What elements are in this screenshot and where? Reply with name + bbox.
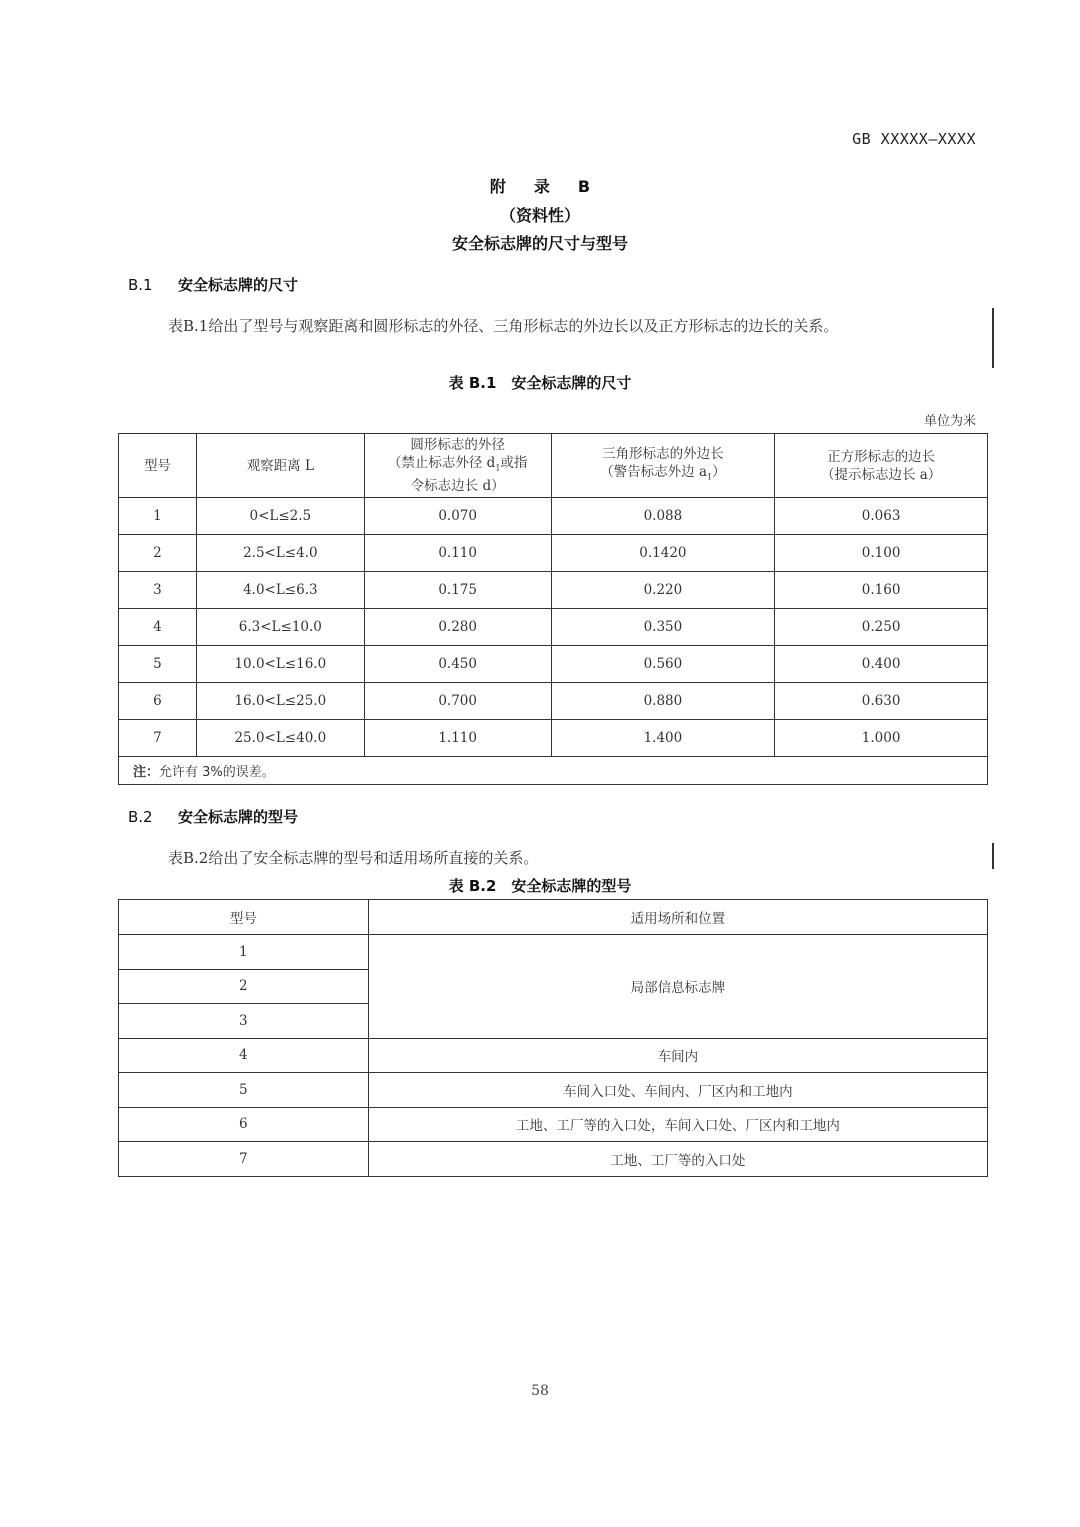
cell-triangle: 0.088 xyxy=(551,498,775,535)
page-number: 58 xyxy=(531,1383,549,1399)
cell-distance: 4.0<L≤6.3 xyxy=(196,572,364,609)
cell-triangle: 0.880 xyxy=(551,683,775,720)
table-row xyxy=(119,498,988,535)
header-model: 型号 xyxy=(119,900,369,935)
table-b1-unit: 单位为米 xyxy=(923,414,976,429)
cell-model: 1 xyxy=(119,498,197,535)
header-text: （提示标志边长 a） xyxy=(820,466,942,483)
cell-distance: 6.3<L≤10.0 xyxy=(196,609,364,646)
cell-model: 5 xyxy=(119,646,197,683)
cell-model: 4 xyxy=(119,1038,369,1073)
cell-location: 车间入口处、车间内、厂区内和工地内 xyxy=(368,1073,987,1108)
header-text: 圆形标志的外径 xyxy=(410,436,505,453)
section-b2-paragraph: 表B.2给出了安全标志牌的型号和适用场所直接的关系。 xyxy=(168,849,539,867)
cell-model: 6 xyxy=(119,1107,369,1142)
table-row xyxy=(119,535,988,572)
header-text: 令标志边长 d） xyxy=(410,478,505,495)
header-triangle xyxy=(551,434,775,498)
header-text: ） xyxy=(712,463,726,480)
table-b2 xyxy=(118,899,988,1177)
cell-location: 工地、工厂等的入口处 xyxy=(368,1142,987,1177)
table-row xyxy=(119,1107,988,1142)
cell-distance: 25.0<L≤40.0 xyxy=(196,720,364,757)
header-text: （警告标志外边 a xyxy=(600,463,708,480)
cell-circle: 0.280 xyxy=(364,609,551,646)
cell-model: 5 xyxy=(119,1073,369,1108)
cell-square: 0.160 xyxy=(775,572,988,609)
section-b1-paragraph: 表B.1给出了型号与观察距离和圆形标志的外径、三角形标志的外边长以及正方形标志的边长的关系。 xyxy=(168,317,839,335)
appendix-nature: （资料性） xyxy=(499,206,580,225)
header-model: 型号 xyxy=(119,434,197,498)
cell-circle: 0.700 xyxy=(364,683,551,720)
cell-location: 工地、工厂等的入口处，车间入口处、厂区内和工地内 xyxy=(368,1107,987,1142)
cell-square: 0.063 xyxy=(775,498,988,535)
change-bar xyxy=(992,308,994,368)
appendix-label xyxy=(0,174,1080,197)
cell-triangle: 0.560 xyxy=(551,646,775,683)
table-row xyxy=(119,935,988,970)
header-circle xyxy=(364,434,551,498)
note-text: 允许有 3%的误差。 xyxy=(159,765,275,780)
appendix-label-part: 录 xyxy=(533,177,550,196)
section-heading-b1 xyxy=(128,274,298,295)
section-title: 安全标志牌的型号 xyxy=(178,808,299,826)
cell-triangle: 0.350 xyxy=(551,609,775,646)
cell-location: 局部信息标志牌 xyxy=(368,935,987,1039)
cell-model: 1 xyxy=(119,935,369,970)
cell-circle: 0.070 xyxy=(364,498,551,535)
standard-number: GB XXXXX—XXXX xyxy=(852,130,976,148)
cell-circle: 0.110 xyxy=(364,535,551,572)
cell-model: 3 xyxy=(119,1004,369,1039)
note-label: 注： xyxy=(133,765,160,780)
cell-circle: 1.110 xyxy=(364,720,551,757)
cell-distance: 10.0<L≤16.0 xyxy=(196,646,364,683)
table-row xyxy=(119,683,988,720)
cell-model: 7 xyxy=(119,720,197,757)
cell-model: 2 xyxy=(119,969,369,1004)
table-row xyxy=(119,1038,988,1073)
cell-model: 4 xyxy=(119,609,197,646)
cell-square: 1.000 xyxy=(775,720,988,757)
table-note xyxy=(119,757,988,785)
cell-square: 0.630 xyxy=(775,683,988,720)
header-location: 适用场所和位置 xyxy=(368,900,987,935)
cell-model: 6 xyxy=(119,683,197,720)
table-header-row xyxy=(119,900,988,935)
change-bar xyxy=(992,843,994,869)
section-heading-b2 xyxy=(128,806,298,827)
cell-distance: 2.5<L≤4.0 xyxy=(196,535,364,572)
header-text: 三角形标志的外边长 xyxy=(602,445,724,462)
table-row xyxy=(119,572,988,609)
table-note-row xyxy=(119,757,988,785)
cell-triangle: 0.1420 xyxy=(551,535,775,572)
cell-model: 2 xyxy=(119,535,197,572)
header-text: 正方形标志的边长 xyxy=(827,448,936,465)
header-text: 或指 xyxy=(500,454,528,471)
header-square xyxy=(775,434,988,498)
table-row xyxy=(119,1073,988,1108)
table-row xyxy=(119,1142,988,1177)
table-row xyxy=(119,646,988,683)
table-row xyxy=(119,609,988,646)
table-b2-caption: 表 B.2 安全标志牌的型号 xyxy=(448,877,632,895)
table-row xyxy=(119,720,988,757)
table-b1 xyxy=(118,433,988,785)
appendix-title: 安全标志牌的尺寸与型号 xyxy=(451,234,628,253)
cell-triangle: 0.220 xyxy=(551,572,775,609)
section-number: B.1 xyxy=(128,276,153,294)
section-number: B.2 xyxy=(128,808,153,826)
appendix-label-part: 附 xyxy=(489,177,506,196)
header-distance: 观察距离 L xyxy=(196,434,364,498)
appendix-label-part: B xyxy=(577,177,591,196)
cell-square: 0.400 xyxy=(775,646,988,683)
section-title: 安全标志牌的尺寸 xyxy=(178,276,299,294)
cell-square: 0.250 xyxy=(775,609,988,646)
cell-location: 车间内 xyxy=(368,1038,987,1073)
header-text: （禁止标志外径 d xyxy=(387,454,496,471)
cell-triangle: 1.400 xyxy=(551,720,775,757)
cell-model: 7 xyxy=(119,1142,369,1177)
table-header-row xyxy=(119,434,988,498)
cell-square: 0.100 xyxy=(775,535,988,572)
table-b1-caption: 表 B.1 安全标志牌的尺寸 xyxy=(448,374,632,392)
cell-model: 3 xyxy=(119,572,197,609)
cell-distance: 0<L≤2.5 xyxy=(196,498,364,535)
cell-circle: 0.450 xyxy=(364,646,551,683)
subscript: 1 xyxy=(495,463,501,473)
cell-circle: 0.175 xyxy=(364,572,551,609)
cell-distance: 16.0<L≤25.0 xyxy=(196,683,364,720)
subscript: 1 xyxy=(707,472,713,482)
